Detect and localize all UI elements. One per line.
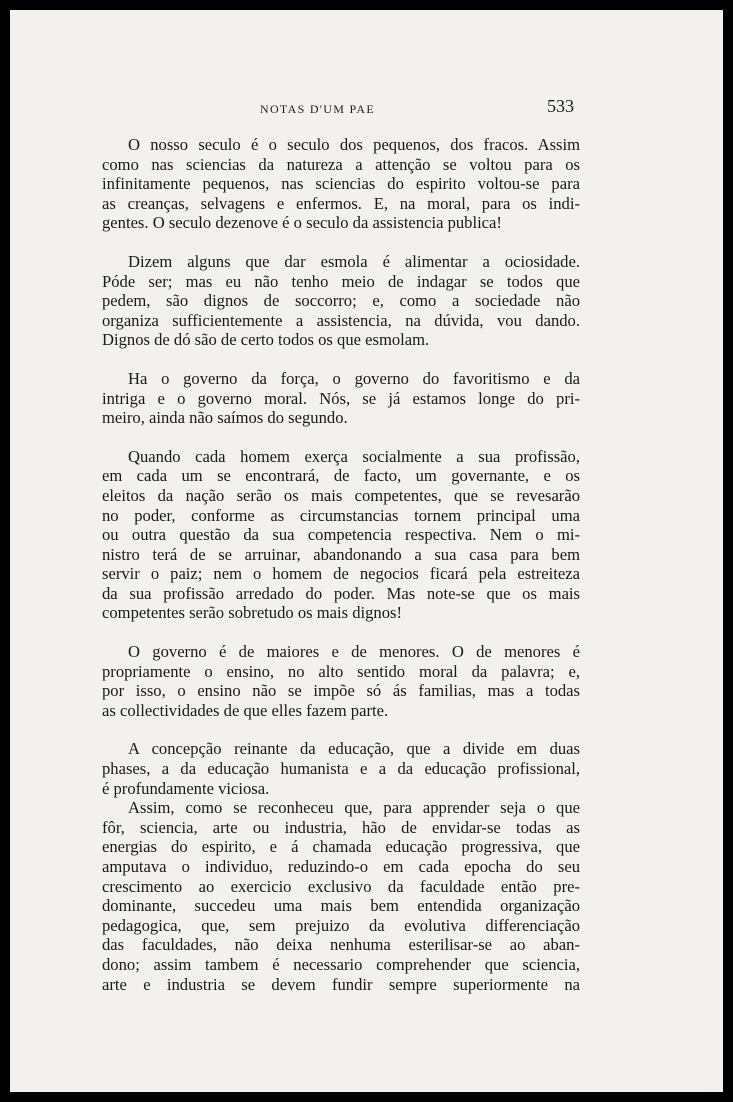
text-line: competentes serão sobretudo os mais dignos! <box>102 603 403 623</box>
text-line: servir o paiz; nem o homem de negocios ficará pela estreiteza <box>102 564 580 584</box>
text-line: das faculdades, não deixa nenhuma esterilisar-se ao aban- <box>102 935 580 955</box>
text-line: Dignos de dó são de certo todos os que esmolam. <box>102 330 430 350</box>
paragraph <box>102 369 580 428</box>
text-line: phases, a da educação humanista e a da educação profissional, <box>102 759 580 779</box>
text-line: Dizem alguns que dar esmola é alimentar a ociosidade. <box>128 251 580 271</box>
text-line: amputava o individuo, reduzindo-o em cada epocha do seu <box>102 857 580 876</box>
text-line: intriga e o governo moral. Nós, se já estamos longe do pri- <box>102 388 580 408</box>
paragraph <box>102 135 580 233</box>
paragraph-gap <box>102 350 580 369</box>
text-line: pedem, são dignos de soccorro; e, como a sociedade não <box>102 291 580 311</box>
running-head-title: NOTAS D'UM PAE <box>260 102 375 116</box>
paragraph-gap <box>102 720 580 739</box>
text-line: no poder, conforme as circumstancias tornem principal uma <box>102 505 580 525</box>
text-line: dono; assim tambem é necessario comprehender que sciencia, <box>102 954 580 974</box>
text-line: Quando cada homem exerça socialmente a sua profissão, <box>128 446 580 466</box>
text-line: da sua profissão arredado do poder. Mas note-se que os mais <box>102 583 580 603</box>
text-line: crescimento ao exercicio exclusivo da faculdade então pre- <box>102 876 580 896</box>
text-line: energias do espirito, e á chamada educação progressiva, que <box>102 837 580 857</box>
paragraph <box>102 447 580 623</box>
text-line: fôr, sciencia, arte ou industria, hão de envidar-se todas as <box>102 817 580 837</box>
text-line: Assim, como se reconheceu que, para apprender seja o que <box>128 798 580 818</box>
text-line: gentes. O seculo dezenove é o seculo da assistencia publica! <box>102 213 502 233</box>
text-line: pedagogica, que, sem prejuizo da evolutiva differenciação <box>102 915 580 935</box>
paragraph <box>102 798 580 994</box>
text-line: propriamente o ensino, no alto sentido moral da palavra; e, <box>102 661 580 681</box>
text-line: em cada um se encontrará, de facto, um governante, e os <box>102 466 580 486</box>
text-line: como nas sciencias da natureza a attenção se voltou para os <box>102 154 580 174</box>
text-line: A concepção reinante da educação, que a divide em duas <box>128 739 580 759</box>
text-line: O governo é de maiores e de menores. O de menores é <box>128 642 580 662</box>
text-line: eleitos da nação serão os mais competentes, que se revesarão <box>102 485 580 505</box>
paragraph <box>102 642 580 720</box>
paragraph-gap <box>102 233 580 252</box>
text-line: arte e industria se devem fundir sempre superiormente na <box>102 974 580 994</box>
text-line: por isso, o ensino não se impõe só ás familias, mas a todas <box>102 681 580 701</box>
text-line: ou outra questão da sua competencia respectiva. Nem o mi- <box>102 525 580 545</box>
text-line: nistro terá de se arruinar, abandonando a sua casa para bem <box>102 544 580 564</box>
text-line: as collectividades de que elles fazem parte. <box>102 700 389 720</box>
page-number: 533 <box>547 96 574 116</box>
paragraph-gap <box>102 623 580 642</box>
text-line: infinitamente pequenos, nas sciencias do espirito voltou-se para <box>102 174 580 194</box>
text-line: O nosso seculo é o seculo dos pequenos, dos fracos. Assim <box>128 135 580 154</box>
body-text <box>102 135 580 994</box>
book-page <box>10 10 723 1092</box>
paragraph <box>102 252 580 350</box>
paragraph <box>102 739 580 798</box>
running-head <box>10 98 723 122</box>
text-line: Ha o governo da força, o governo do favoritismo e da <box>128 368 580 388</box>
text-line: dominante, succedeu uma mais bem entendida organização <box>102 896 580 916</box>
text-line: as creanças, selvagens e enfermos. E, na moral, para os indi- <box>102 193 580 213</box>
text-line: Póde ser; mas eu não tenho meio de indagar se todos que <box>102 271 580 291</box>
text-line: é profundamente viciosa. <box>102 778 270 798</box>
paragraph-gap <box>102 428 580 447</box>
text-line: organiza sufficientemente a assistencia, na dúvida, vou dando. <box>102 310 580 330</box>
text-line: meiro, ainda não saímos do segundo. <box>102 408 348 428</box>
